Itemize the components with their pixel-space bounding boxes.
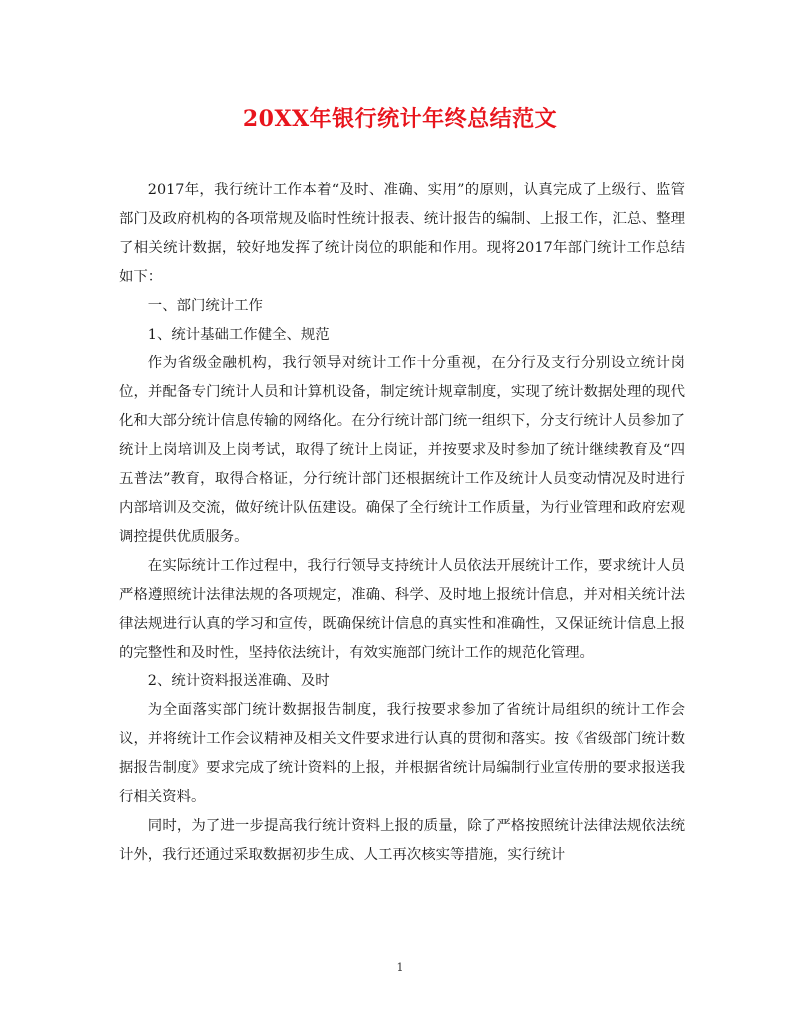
document-title: 20XX年银行统计年终总结范文: [242, 106, 558, 132]
paragraph-intro: 2017年，我行统计工作本着“及时、准确、实用”的原则，认真完成了上级行、监管部门及政府机构的各项常规及临时性统计报表、统计报告的编制、上报工作，汇总、整理了相关统计数据，较好地发挥了统计岗位的职能和作用。现将2017年部门统计工作总结如下：: [119, 182, 685, 285]
section-heading: 一、部门统计工作: [147, 297, 263, 314]
paragraph: 同时，为了进一步提高我行统计资料上报的质量，除了严格按照统计法律法规依法统计外，我行还通过采取数据初步生成、人工再次核实等措施，实行统计: [119, 817, 685, 863]
subsection-heading: 1、统计基础工作健全、规范: [147, 326, 330, 343]
subsection-heading: 2、统计资料报送准确、及时: [147, 673, 330, 690]
paragraph: 为全面落实部门统计数据报告制度，我行按要求参加了省统计局组织的统计工作会议，并将统计工作会议精神及相关文件要求进行认真的贯彻和落实。按《省级部门统计数据报告制度》要求完成了统计资料的上报，并根据省统计局编制行业宣传册的要求报送我行相关资料。: [119, 702, 685, 806]
paragraph: 在实际统计工作过程中，我行行领导支持统计人员依法开展统计工作，要求统计人员严格遵照统计法律法规的各项规定，准确、科学、及时地上报统计信息，并对相关统计法律法规进行认真的学习和宣传，既确保统计信息的真实性和准确性，又保证统计信息上报的完整性和及时性，坚持依法统计，有效实施部门统计工作的规范化管理。: [119, 557, 685, 661]
paragraph: 作为省级金融机构，我行领导对统计工作十分重视，在分行及支行分别设立统计岗位，并配备专门统计人员和计算机设备，制定统计规章制度，实现了统计数据处理的现代化和大部分统计信息传输的网络化。在分行统计部门统一组织下，分支行统计人员参加了统计上岗培训及上岗考试，取得了统计上岗证，并按要求及时参加了统计继续教育及“四五普法”教育，取得合格证，分行统计部门还根据统计工作及统计人员变动情况及时进行内部培训及交流，做好统计队伍建设。确保了全行统计工作质量，为行业管理和政府宏观调控提供优质服务。: [119, 355, 685, 545]
page-number: 1: [396, 961, 404, 974]
document-body: [119, 176, 685, 870]
